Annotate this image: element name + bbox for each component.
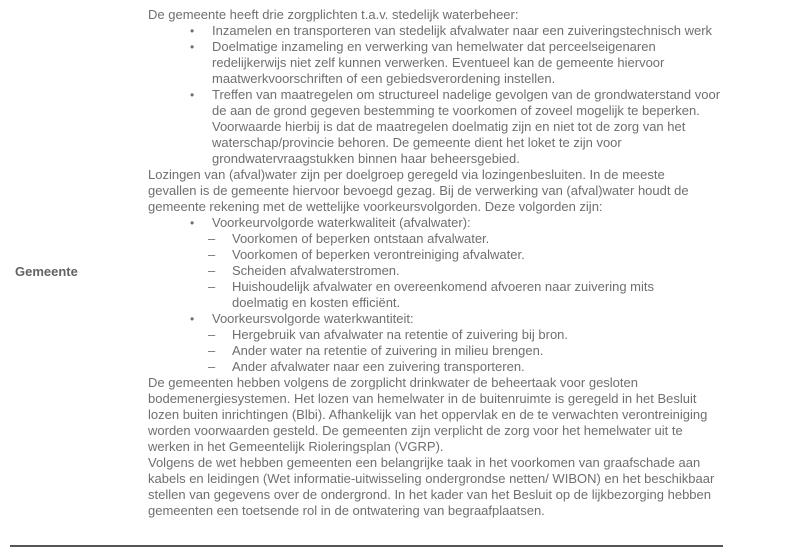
sub-list-item <box>148 263 724 279</box>
list-item-text: Voorkeurvolgorde waterkwaliteit (afvalwater): <box>212 215 471 230</box>
bullet-icon: • <box>190 40 195 54</box>
row-content <box>148 7 724 519</box>
list-item-text: Treffen van maatregelen om structureel nadelige gevolgen van de grondwaterstand voor de aan de grond gegeven bestemming te voorkomen of zoveel mogelijk te beperken. Voorwaarde hierbij is dat de maatregelen doelmatig zijn en niet tot de zorg van het waterschap/provincie behoren. De gemeente dient het loket te zijn voor grondwatervraagstukken binnen haar beheersgebied. <box>212 87 721 166</box>
sub-list-item <box>148 247 724 263</box>
dash-icon: – <box>208 231 216 246</box>
dash-icon: – <box>208 343 216 358</box>
sub-list-item-text: Hergebruik van afvalwater na retentie of zuivering bij bron. <box>232 327 569 342</box>
sub-list-item <box>148 343 724 359</box>
sub-list-item-text: Huishoudelijk afvalwater en overeenkomend afvoeren naar zuivering mits doelmatig en kosten efficiënt. <box>232 279 655 310</box>
bullet-icon: • <box>190 216 195 230</box>
list-item-zorgplicht-3 <box>148 87 724 167</box>
dash-icon: – <box>208 327 216 342</box>
list-item-voorkeurvolgorde-waterkwaliteit <box>148 215 724 231</box>
paragraph-lozingen: Lozingen van (afval)water zijn per doelgroep geregeld via lozingenbesluiten. In de meeste gevallen is de gemeente hiervoor bevoegd gezag. Bij de verwerking van (afval)water houdt de gemeente rekening met de wettelijke voorkeursvolgorden. Deze volgorden zijn: <box>148 167 689 214</box>
list-item-zorgplicht-1 <box>148 23 724 39</box>
bullet-icon: • <box>190 312 195 326</box>
sub-list-item <box>148 231 724 247</box>
sub-list-item-text: Scheiden afvalwaterstromen. <box>232 263 400 278</box>
table-bottom-border <box>10 545 723 547</box>
sub-list-item <box>148 327 724 343</box>
bullet-icon: • <box>190 24 195 38</box>
sub-list-item-text: Voorkomen of beperken verontreiniging afvalwater. <box>232 247 525 262</box>
paragraph-intro: De gemeente heeft drie zorgplichten t.a.v. stedelijk waterbeheer: <box>148 7 519 22</box>
paragraph-bodemenergie: De gemeenten hebben volgens de zorgplicht drinkwater de beheertaak voor gesloten bodemenergiesystemen. Het lozen van hemelwater in de buitenruimte is geregeld in het Besluit lozen buiten inrichtingen (Blbi). Afhankelijk van het oppervlak en de te verwachten verontreiniging worden voorwaarden gesteld. De gemeenten zijn verplicht de zorg voor het hemelwater uit te werken in het Gemeentelijk Rioleringsplan (VGRP). <box>148 375 708 454</box>
dash-icon: – <box>208 263 216 278</box>
list-item-text: Inzamelen en transporteren van stedelijk afvalwater naar een zuiveringstechnisch werk <box>212 23 713 38</box>
sub-list-item <box>148 359 724 375</box>
sub-list-item-text: Ander afvalwater naar een zuivering transporteren. <box>232 359 525 374</box>
list-item-text: Doelmatige inzameling en verwerking van hemelwater dat perceelseigenaren redelijkerwijs niet zelf kunnen verwerken. Eventueel kan de gemeente hiervoor maatwerkvoorschriften of een gebiedsverordening instellen. <box>212 39 665 86</box>
paragraph-wet-taken: Volgens de wet hebben gemeenten een belangrijke taak in het voorkomen van graafschade aan kabels en leidingen (Wet informatie-uitwisseling ondergrondse netten/ WIBON) en het beschikbaar stellen van gegevens over de ondergrond. In het kader van het Besluit op de lijkbezorging hebben gemeenten een toetsende rol in de ontwatering van begraafplaatsen. <box>148 455 715 518</box>
bullet-icon: • <box>190 88 195 102</box>
list-item-voorkeursvolgorde-waterkwantiteit <box>148 311 724 327</box>
sub-list-item <box>148 279 724 311</box>
dash-icon: – <box>208 279 216 294</box>
list-item-zorgplicht-2 <box>148 39 724 87</box>
dash-icon: – <box>208 359 216 374</box>
row-label: Gemeente <box>15 264 78 279</box>
sub-list-item-text: Ander water na retentie of zuivering in milieu brengen. <box>232 343 544 358</box>
list-item-text: Voorkeursvolgorde waterkwantiteit: <box>212 311 414 326</box>
sub-list-item-text: Voorkomen of beperken ontstaan afvalwater. <box>232 231 490 246</box>
dash-icon: – <box>208 247 216 262</box>
